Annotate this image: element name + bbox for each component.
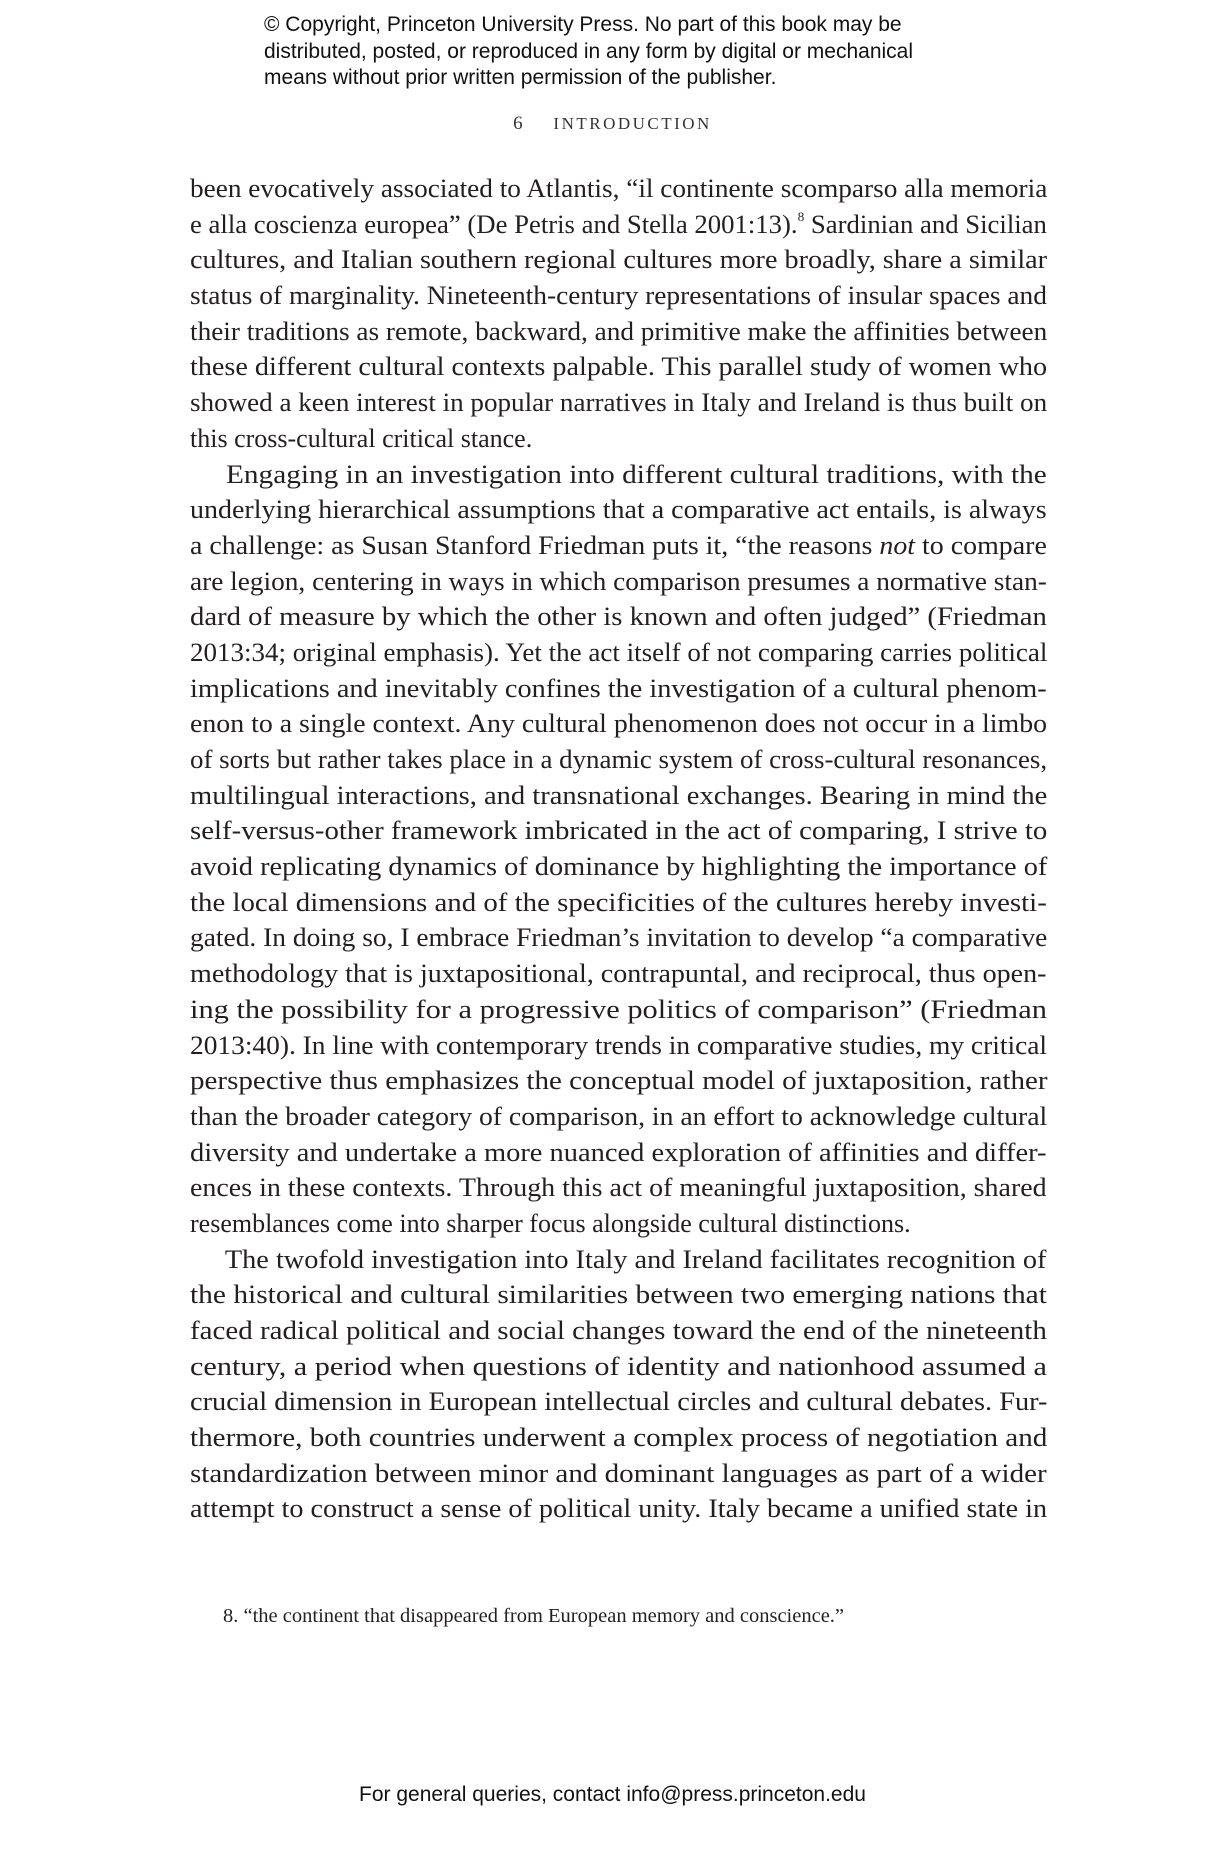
body-line	[190, 421, 1047, 457]
body-line	[190, 1028, 1093, 1064]
line-text: underlying hierarchical assumptions that a comparative act entails, is always	[190, 495, 1047, 525]
copyright-line: distributed, posted, or reproduced in any form by digital or mechanical	[264, 39, 914, 63]
copyright-line: means without prior written permission of the publisher.	[264, 66, 777, 89]
footer-contact: For general queries, contact info@press.princeton.edu	[359, 1783, 866, 1806]
body-line	[190, 385, 1082, 421]
body-line	[190, 457, 1155, 493]
copyright-notice	[264, 12, 1024, 92]
line-text: the historical and cultural similarities between two emerging nations that	[190, 1280, 1047, 1310]
line-text: cultures, and Italian southern regional cultures more broadly, share a similar	[190, 245, 1048, 275]
body-line	[190, 242, 1119, 278]
line-text: dard of measure by which the other is known and often judged” (Friedman	[190, 602, 1047, 632]
line-text: methodology that is juxtapositional, contrapuntal, and reciprocal, thus open-	[190, 959, 1047, 989]
body-line	[190, 207, 1071, 243]
body-line	[190, 1063, 1148, 1099]
body-line	[190, 1313, 1145, 1349]
line-text: avoid replicating dynamics of dominance by highlighting the importance of	[190, 852, 1048, 882]
body-line	[190, 1384, 1124, 1420]
line-text: resemblances come into sharper focus alongside cultural distinctions.	[190, 1208, 911, 1238]
body-line	[190, 564, 1090, 600]
page-number: 6	[513, 113, 523, 134]
line-text: self-versus-other framework imbricated in the act of comparing, I strive to	[190, 816, 1048, 846]
line-text: perspective thus emphasizes the conceptual model of juxtaposition, rather	[190, 1066, 1048, 1096]
line-text: a challenge: as Susan Stanford Friedman puts it, “the reasons	[190, 530, 880, 560]
line-text: The twofold investigation into Italy and Ireland facilitates recognition of	[224, 1244, 1047, 1274]
line-text: of sorts but rather takes place in a dynamic system of cross-cultural resonances,	[190, 745, 1048, 774]
body-line	[190, 742, 1077, 778]
body-line	[190, 1135, 1128, 1171]
line-text: ing the possibility for a progressive politics of comparison” (Friedman	[190, 994, 1047, 1024]
body-line	[190, 956, 1115, 992]
line-text: status of marginality. Nineteenth-century representations of insular spaces and	[190, 281, 1047, 311]
line-text: diversity and undertake a more nuanced exploration of affinities and differ-	[190, 1137, 1047, 1167]
body-line	[190, 1170, 1112, 1206]
body-line	[190, 1420, 1150, 1456]
body-line	[190, 349, 1119, 385]
body-text	[190, 171, 1047, 1527]
line-text: these different cultural contexts palpable. This parallel study of women who	[190, 352, 1048, 382]
line-text: been evocatively associated to Atlantis, “il continente scomparso alla memoria	[190, 174, 1048, 203]
body-line	[190, 1349, 1187, 1385]
line-text: crucial dimension in European intellectual circles and cultural debates. Fur-	[190, 1387, 1048, 1417]
body-line	[190, 599, 1135, 635]
body-line	[190, 171, 1089, 207]
body-line	[190, 849, 1124, 885]
line-text: their traditions as remote, backward, and primitive make the affinities between	[190, 316, 1048, 346]
line-text: gated. In doing so, I embrace Friedman’s invitation to develop “a comparative	[190, 923, 1048, 953]
line-text: 2013:34; original emphasis). Yet the act itself of not comparing carries political	[190, 637, 1048, 667]
line-text: enon to a single context. Any cultural phenomenon does not occur in a limbo	[190, 709, 1048, 739]
line-text: multilingual interactions, and transnational exchanges. Bearing in mind the	[190, 780, 1048, 810]
body-line	[190, 1491, 1119, 1527]
line-text: to compare	[915, 530, 1047, 560]
copyright-line: © Copyright, Princeton University Press. No part of this book may be	[264, 13, 902, 36]
line-text: the local dimensions and of the specificities of the cultures hereby investi-	[190, 887, 1047, 917]
body-line	[190, 528, 1110, 564]
line-text: Engaging in an investigation into different cultural traditions, with the	[226, 459, 1047, 489]
body-line	[190, 885, 1141, 921]
body-line	[190, 920, 1094, 956]
body-line	[190, 1277, 1160, 1313]
line-text: showed a keen interest in popular narratives in Italy and Ireland is thus built on	[190, 388, 1048, 418]
line-text: standardization between minor and dominant languages as part of a wider	[190, 1458, 1047, 1488]
body-line	[190, 778, 1130, 814]
line-text: e alla coscienza europea” (De Petris and Stella 2001:13).	[190, 209, 798, 239]
emphasis-text: not	[879, 530, 916, 560]
chapter-title: INTRODUCTION	[553, 114, 712, 133]
body-line	[190, 1456, 1148, 1492]
line-text: Sardinian and Sicilian	[804, 209, 1047, 239]
body-line	[190, 492, 1113, 528]
body-line	[190, 1099, 1102, 1135]
line-text: implications and inevitably confines the investigation of a cultural phenom-	[190, 673, 1047, 703]
line-text: faced radical political and social changes toward the end of the nineteenth	[190, 1316, 1047, 1345]
footnote-marker: 8	[797, 208, 805, 224]
line-text: century, a period when questions of identity and nationhood assumed a	[190, 1351, 1047, 1381]
line-text: this cross-cultural critical stance.	[190, 423, 533, 453]
line-text: attempt to construct a sense of political unity. Italy became a unified state in	[190, 1494, 1048, 1524]
running-head	[0, 113, 1225, 135]
body-line	[190, 314, 1088, 350]
line-text: than the broader category of comparison, in an effort to acknowledge cultural	[190, 1101, 1048, 1131]
body-line	[190, 992, 1192, 1028]
line-text: thermore, both countries underwent a complex process of negotiation and	[190, 1423, 1048, 1453]
body-line	[190, 813, 1140, 849]
body-line	[190, 1242, 1123, 1278]
body-line	[190, 635, 1080, 671]
line-text: ences in these contexts. Through this act of meaningful juxtaposition, shared	[190, 1173, 1047, 1203]
body-line	[190, 706, 1108, 742]
line-text: are legion, centering in ways in which comparison presumes a normative stan-	[190, 566, 1047, 596]
line-text: 2013:40). In line with contemporary trends in comparative studies, my critical	[190, 1030, 1048, 1060]
body-line	[190, 1206, 1047, 1242]
footnote: 8. “the continent that disappeared from European memory and conscience.”	[223, 1605, 845, 1627]
body-line	[190, 671, 1122, 707]
body-line	[190, 278, 1093, 314]
